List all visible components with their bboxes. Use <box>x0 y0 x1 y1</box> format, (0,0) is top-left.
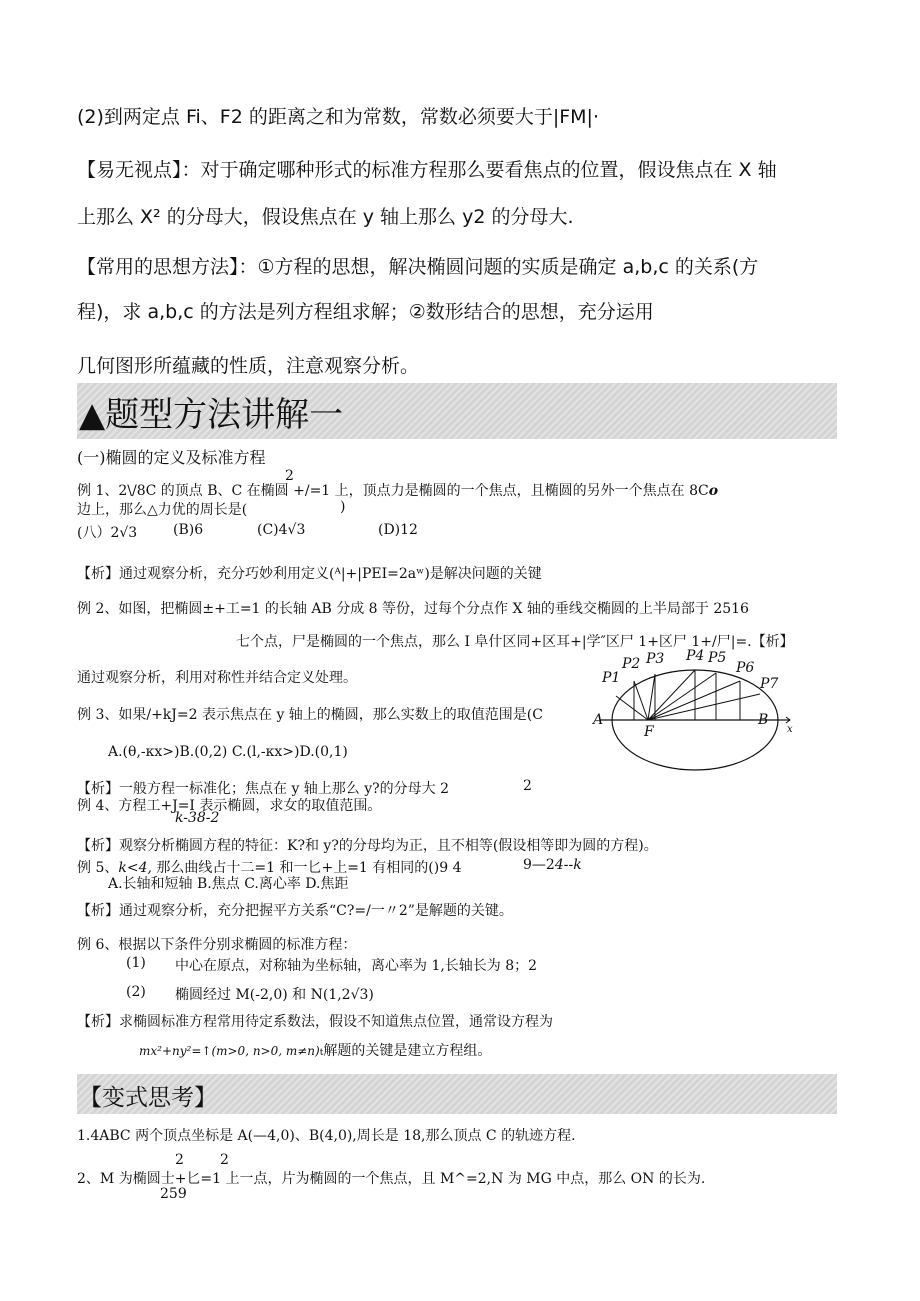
ex6-formula-tail: t <box>319 1048 324 1058</box>
ex1-option-a: (八）2√3 <box>77 525 138 541</box>
ex6-formula-end: 解题的关键是建立方程组。 <box>323 1043 492 1059</box>
ex6-item1-number: (1) <box>126 955 146 971</box>
ex1-text-b: +/=1 上，顶点力是椭圆的一个焦点，且椭圆的另外一个焦点在 8C <box>293 483 709 499</box>
ex5-text-e: 4--k <box>554 857 582 873</box>
label-p4: P4 <box>686 648 705 664</box>
variation-q2-sup-2: 2 <box>220 1152 229 1168</box>
variation-q2-sup-1: 2 <box>175 1152 184 1168</box>
label-p2: P2 <box>622 656 641 672</box>
label-p3: P3 <box>646 651 665 667</box>
intro-line-1: (2)到两定点 Fi、F2 的距离之和为常数，常数必须要大于|FM|· <box>77 106 600 128</box>
label-p7: P7 <box>760 676 779 692</box>
label-p1: P1 <box>602 670 621 686</box>
intro-line-5: 程)，求 a,b,c 的方法是列方程组求解；②数形结合的思想，充分运用 <box>77 301 654 323</box>
ex5-frag <box>523 857 582 873</box>
variation-question-1: 1.4ABC 两个顶点坐标是 A(—4,0)、B(4,0),周长是 18,那么顶点 C 的轨迹方程. <box>77 1128 576 1144</box>
ex6-item2: 椭圆经过 M(-2,0) 和 N(1,2√3) <box>175 987 374 1003</box>
ellipse-figure <box>590 648 800 778</box>
ex6-formula: mx²+ny²=↑(m>0, n>0, m≠n) <box>139 1044 320 1058</box>
label-x: x <box>787 724 793 735</box>
ex2-line-3: 通过观察分析，利用对称性并结合定义处理。 <box>77 670 357 686</box>
ex5-text-b: k<4, <box>118 860 152 876</box>
label-f: F <box>644 724 654 740</box>
focal-line-6 <box>648 681 740 720</box>
ex6-analysis: 【析】求椭圆标准方程常用待定系数法，假设不知道焦点位置，通常设方程为 <box>77 1014 553 1030</box>
section-heading-title: ▲题型方法讲解一 <box>79 395 344 435</box>
ex5-text-c: 那么曲线占十二=1 和一匕+上=1 有相同的()9 4 <box>151 860 462 876</box>
ex5-analysis: 【析】通过观察分析，充分把握平方关系“C?=/一〃2”是解题的关键。 <box>77 903 513 919</box>
label-p6: P6 <box>736 660 755 676</box>
ex6-item1: 中心在原点，对称轴为坐标轴，离心率为 1,长轴长为 8；2 <box>175 958 538 974</box>
ex3-analysis: 【析】一般方程一标准化；焦点在 y 轴上那么 y?的分母大 2 <box>77 781 450 797</box>
ex1-line-1 <box>77 480 718 500</box>
ex5-text-a: 例 5、 <box>77 860 119 876</box>
section-heading-band <box>77 383 837 439</box>
ex3-options: A.(θ,-κx>)B.(0,2) C.(l,-κx>)D.(0,1) <box>108 744 348 760</box>
ex4-analysis: 【析】观察分析椭圆方程的特征：K?和 y?的分母均为正，且不相等(假设相等即为圆的方程)。 <box>77 838 658 854</box>
intro-line-6: 几何图形所蕴藏的性质，注意观察分析。 <box>77 355 420 377</box>
section-subtitle: (一)椭圆的定义及标准方程 <box>77 448 266 467</box>
ex1-option-c: (C)4√3 <box>257 522 306 538</box>
ex1-text-a: 例 1、2\/8C 的顶点 B、C 在椭圆 <box>77 483 294 499</box>
variation-question-2: 2、M 为椭圆士+匕=1 上一点，片为椭圆的一个焦点，且 M^=2,N 为 MG 中点，那么 ON 的长为. <box>77 1171 706 1187</box>
ex2-line-2: 七个点，尸是椭圆的一个焦点，那么 I 阜什区同+区耳+|学″区尸 1+区尸 1+/尸|=.【析】 <box>236 634 794 650</box>
ex1-text-c: o <box>708 483 719 499</box>
ex6-formula-line <box>139 1040 491 1060</box>
ex1-line-2-close: ) <box>340 499 346 515</box>
ex1-superscript: 2 <box>285 468 294 484</box>
ex1-option-b: (B)6 <box>173 522 204 538</box>
ex1-analysis: 【析】通过观察分析，充分巧妙利用定义(ᴬ|+|PEI=2aʷ)是解决问题的关键 <box>77 566 542 582</box>
intro-line-4: 【常用的思想方法】：①方程的思想，解决椭圆问题的实质是确定 a,b,c 的关系(方 <box>77 256 759 278</box>
ex5-text-d: 9—2 <box>523 857 555 873</box>
ex4-fragment: k-38-2 <box>175 810 220 826</box>
ex1-option-d: (D)12 <box>378 522 418 538</box>
variation-heading-band <box>77 1074 837 1114</box>
ex3-line-1: 例 3、如果/+kJ=2 表示焦点在 y 轴上的椭圆，那么实数上的取值范围是(C <box>77 707 543 723</box>
label-p5: P5 <box>708 650 727 666</box>
focal-line-7 <box>648 694 760 720</box>
intro-line-3: 上那么 X² 的分母大，假设焦点在 y 轴上那么 y2 的分母大. <box>77 206 574 228</box>
variation-q2-subscript: 259 <box>160 1186 187 1202</box>
label-b: B <box>758 712 769 728</box>
ex6-line-1: 例 6、根据以下条件分别求椭圆的标准方程： <box>77 937 357 953</box>
ex1-line-2: 边上，那么△力优的周长是( <box>77 502 248 518</box>
ex6-item2-number: (2) <box>126 984 146 1000</box>
variation-heading-title: 【变式思考】 <box>79 1085 217 1111</box>
focal-line-5 <box>648 673 716 720</box>
ex3-analysis-tail: 2 <box>523 778 532 794</box>
ex5-options: A.长轴和短轴 B.焦点 C.离心率 D.焦距 <box>108 876 349 892</box>
ex4-line-1: 例 4、方程工+J=I 表示椭圆，求女的取值范围。 <box>77 798 382 814</box>
ex2-line-1: 例 2、如图，把椭圆±+工=1 的长轴 AB 分成 8 等份，过每个分点作 X 轴的垂线交椭圆的上半局部于 2516 <box>77 601 749 617</box>
label-a: A <box>593 712 604 728</box>
intro-line-2: 【易无视点】：对于确定哪种形式的标准方程那么要看焦点的位置，假设焦点在 X 轴 <box>77 159 777 181</box>
